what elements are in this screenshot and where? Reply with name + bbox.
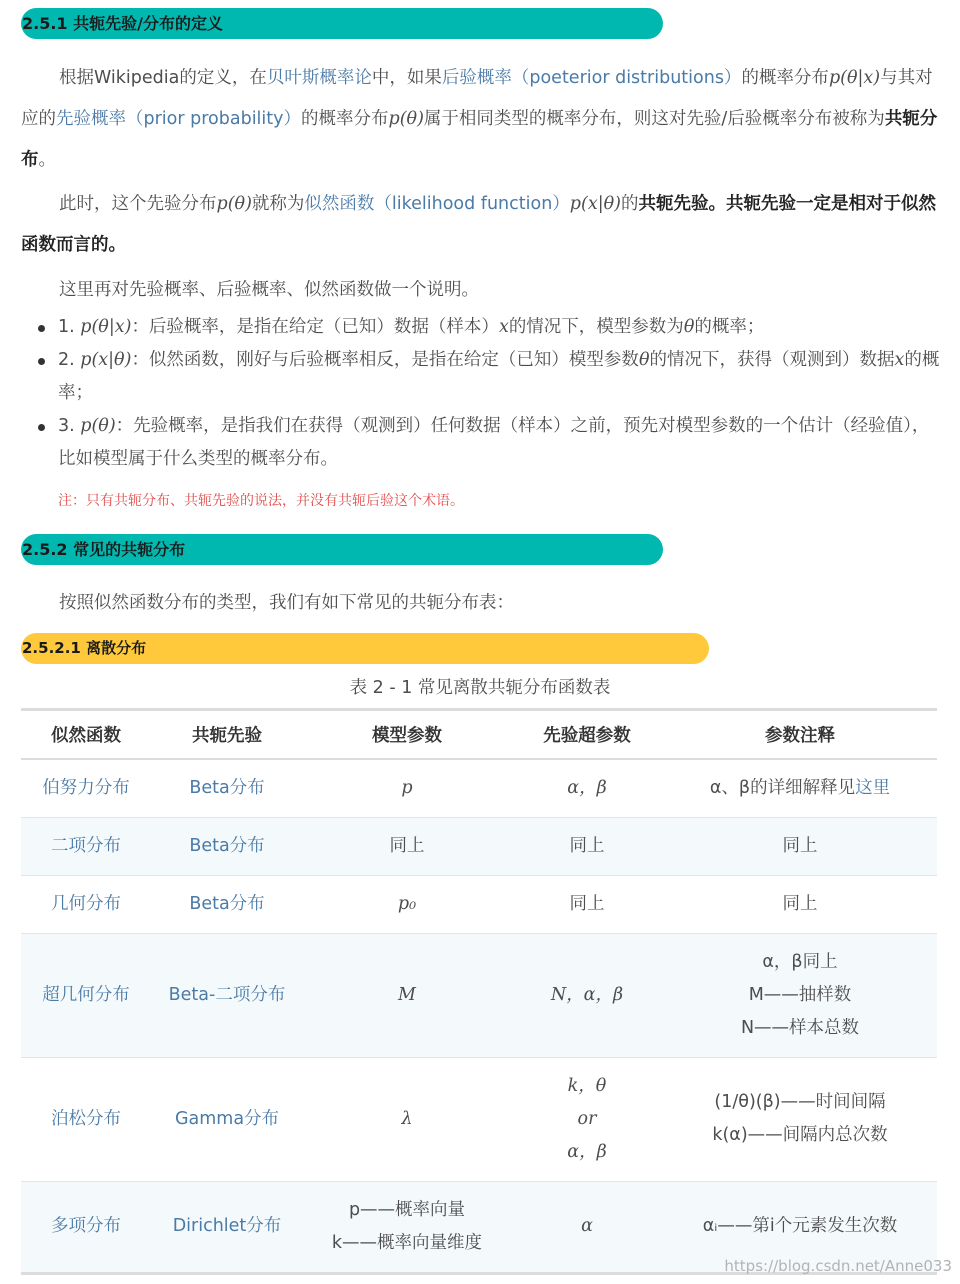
cell-note-line: (1/θ)(β)——时间间隔 xyxy=(714,1092,886,1112)
header-notes: 参数注释 xyxy=(765,726,835,746)
table-header-row xyxy=(21,710,937,760)
section-title: 2.5.1 共轭先验/分布的定义 xyxy=(22,14,223,33)
conjugate-distribution-table xyxy=(21,708,937,1275)
link-prior[interactable]: 先验概率 xyxy=(56,109,126,129)
link-likelihood[interactable]: 似然函数 xyxy=(304,194,375,214)
link-bernoulli[interactable]: 伯努力分布 xyxy=(42,777,130,798)
text: ：先验概率，是指我们在获得（观测到）任何数据（样本）之前，预先对模型参数的一个估计（经验值），比如模型属于什么类型的概率分布。 xyxy=(58,416,930,469)
table-row xyxy=(21,933,937,1057)
text: 的概率分布 xyxy=(741,68,829,88)
table-row xyxy=(21,759,937,817)
bold-text: 共轭分布 xyxy=(21,109,938,170)
math: p(θ) xyxy=(80,416,116,436)
link-geometric[interactable]: 几何分布 xyxy=(51,893,121,914)
list-item-posterior xyxy=(58,311,940,344)
text: 。 xyxy=(38,150,56,170)
section-title: 2.5.2 常见的共轭分布 xyxy=(22,540,186,559)
table-row xyxy=(21,875,937,933)
cell-param-line: p——概率向量 xyxy=(348,1199,466,1220)
cell-note: 同上 xyxy=(782,835,818,856)
link-likelihood-en[interactable]: （likelihood function） xyxy=(374,194,570,214)
cell-hyper-line: k，θ xyxy=(567,1075,607,1096)
link-beta[interactable]: Beta分布 xyxy=(189,777,265,798)
cell-note-line: k(α)——间隔内总次数 xyxy=(712,1125,888,1145)
text: 的概率； xyxy=(58,350,940,403)
list-item-likelihood xyxy=(58,344,940,410)
link-hypergeometric[interactable]: 超几何分布 xyxy=(42,984,130,1005)
cell-hyper: α xyxy=(581,1216,593,1236)
math-posterior: p(θ|x) xyxy=(828,68,881,88)
cell-hyper: α，β xyxy=(567,777,607,798)
cell-note: αᵢ——第i个元素发生次数 xyxy=(702,1216,898,1236)
math: x xyxy=(894,350,905,370)
section-heading-2-5-1 xyxy=(21,8,663,39)
text: ：后验概率，是指在给定（已知）数据（样本） xyxy=(131,317,499,337)
link-posterior[interactable]: 后验概率 xyxy=(441,68,512,88)
text: 就称为 xyxy=(251,194,305,214)
math-prior: p(θ) xyxy=(216,194,252,214)
link-beta[interactable]: Beta分布 xyxy=(189,893,265,914)
math: x xyxy=(498,317,509,337)
paragraph-conjugate-prior xyxy=(21,184,939,266)
table-row xyxy=(21,817,937,875)
list-number: 1. xyxy=(58,317,81,337)
math-prior: p(θ) xyxy=(388,109,424,129)
cell-note-line: α，β同上 xyxy=(762,951,838,972)
link-posterior-en[interactable]: （poeterior distributions） xyxy=(511,68,742,88)
cell-hyper: 同上 xyxy=(569,835,605,856)
cell-hyper-line: α，β xyxy=(567,1141,607,1162)
math: p(x|θ) xyxy=(80,350,132,370)
header-hyperparam: 先验超参数 xyxy=(543,726,631,746)
text: ：似然函数，刚好与后验概率相反，是指在给定（已知）模型参数 xyxy=(131,350,639,370)
math: θ xyxy=(638,350,650,370)
link-here[interactable]: 这里 xyxy=(855,777,891,798)
link-bayes[interactable]: 贝叶斯概率论 xyxy=(266,68,372,88)
link-multinomial[interactable]: 多项分布 xyxy=(51,1216,121,1236)
note-text: 注：只有共轭分布、共轭先验的说法，并没有共轭后验这个术语。 xyxy=(58,493,464,509)
cell-param: 同上 xyxy=(389,835,425,856)
section-heading-2-5-2 xyxy=(21,534,663,565)
link-dirichlet[interactable]: Dirichlet分布 xyxy=(172,1216,282,1236)
cell-param: M xyxy=(398,984,416,1005)
math: θ xyxy=(683,317,695,337)
cell-note-line: N——样本总数 xyxy=(740,1017,860,1038)
cell-note: 同上 xyxy=(782,893,818,914)
link-gamma[interactable]: Gamma分布 xyxy=(174,1108,280,1129)
text: 的概率； xyxy=(694,317,765,337)
link-prior-en[interactable]: （prior probability） xyxy=(126,109,301,129)
link-binomial[interactable]: 二项分布 xyxy=(51,835,121,856)
paragraph-intro-explain xyxy=(21,270,939,311)
cell-param-line: k——概率向量维度 xyxy=(331,1232,483,1253)
bold-text: 共轭先验。共轭先验一定是相对于似然函数而言的。 xyxy=(21,194,936,255)
math-likelihood: p(x|θ) xyxy=(569,194,621,214)
header-likelihood: 似然函数 xyxy=(51,726,121,746)
cell-param: p xyxy=(401,777,413,798)
watermark: https://blog.csdn.net/Anne033 xyxy=(724,1257,952,1275)
header-prior: 共轭先验 xyxy=(192,726,262,746)
cell-hyper-line: or xyxy=(577,1108,597,1129)
link-beta[interactable]: Beta分布 xyxy=(189,835,265,856)
cell-param: p₀ xyxy=(397,893,417,914)
text: 根据Wikipedia的定义，在 xyxy=(59,68,267,88)
header-model-param: 模型参数 xyxy=(372,726,442,746)
paragraph-definition xyxy=(21,58,939,181)
paragraph-table-intro xyxy=(21,583,939,624)
text: 此时，这个先验分布 xyxy=(59,194,217,214)
table-row xyxy=(21,1057,937,1181)
math: p(θ|x) xyxy=(80,317,132,337)
cell-hyper: N，α，β xyxy=(550,984,624,1005)
text: 属于相同类型的概率分布，则这对先验/后验概率分布被称为 xyxy=(423,109,885,129)
text: 的 xyxy=(620,194,639,214)
text: 按照似然函数分布的类型，我们有如下常见的共轭分布表： xyxy=(59,593,514,613)
cell-hyper: 同上 xyxy=(569,893,605,914)
text: 中，如果 xyxy=(371,68,442,88)
text: 的情况下，模型参数为 xyxy=(508,317,684,337)
list-item-prior xyxy=(58,410,940,476)
link-poisson[interactable]: 泊松分布 xyxy=(51,1108,121,1129)
cell-param: λ xyxy=(401,1108,413,1129)
cell-note: α、β的详细解释见 xyxy=(709,777,856,798)
list-number: 3. xyxy=(58,416,81,436)
link-beta-binomial[interactable]: Beta-二项分布 xyxy=(168,984,286,1005)
text: 与其对应的 xyxy=(21,68,933,129)
subsection-heading-2-5-2-1 xyxy=(21,633,709,664)
text: 这里再对先验概率、后验概率、似然函数做一个说明。 xyxy=(59,280,479,300)
subsection-title: 2.5.2.1 离散分布 xyxy=(22,639,147,657)
text: 的概率分布 xyxy=(301,109,389,129)
table-caption: 表 2 - 1 常见离散共轭分布函数表 xyxy=(349,678,611,698)
list-number: 2. xyxy=(58,350,81,370)
cell-note-line: M——抽样数 xyxy=(748,984,852,1005)
text: 的情况下，获得（观测到）数据 xyxy=(649,350,895,370)
